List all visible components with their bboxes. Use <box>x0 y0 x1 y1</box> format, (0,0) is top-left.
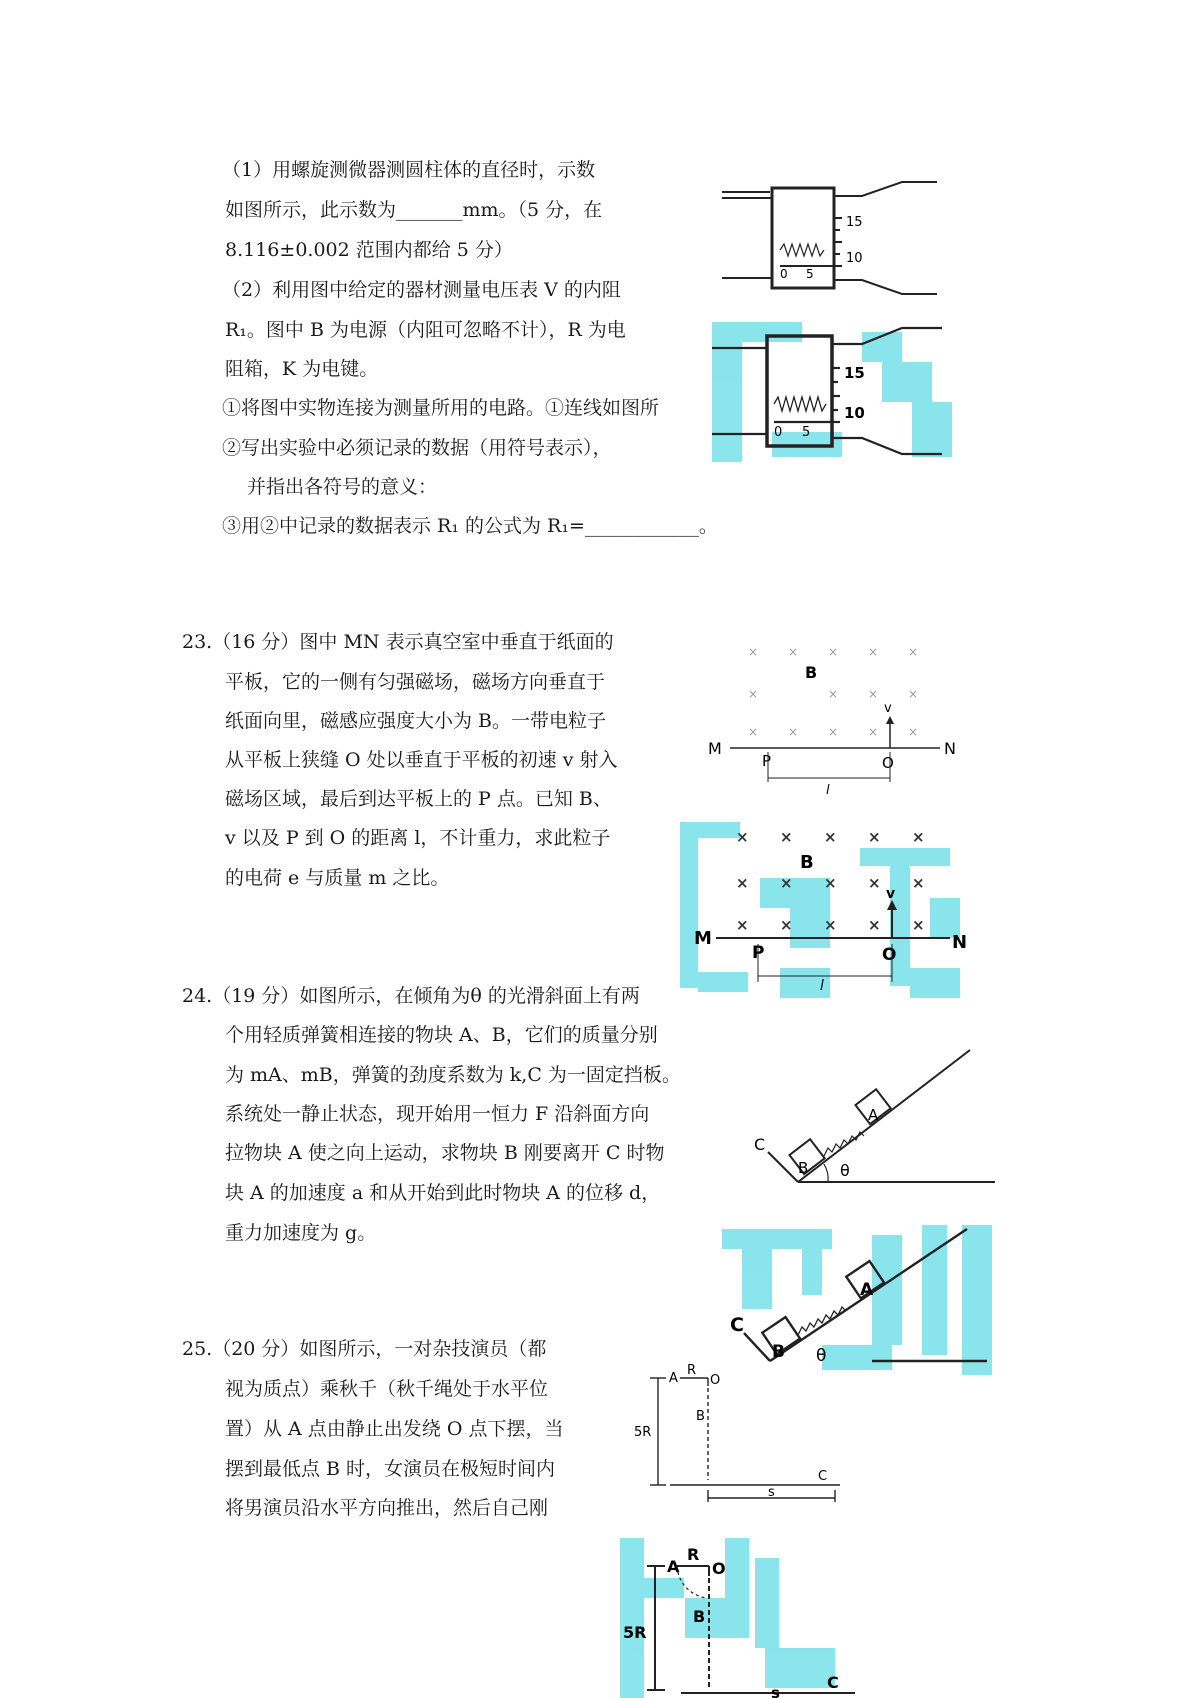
swing-large-label-5r: 5R <box>623 1623 647 1642</box>
micrometer-label-10: 10 <box>846 251 863 266</box>
svg-text:×: × <box>908 645 919 659</box>
plate-label-n: N <box>944 739 956 758</box>
velocity-label: v <box>884 701 892 716</box>
swing-label-r: R <box>687 1363 697 1378</box>
svg-text:×: × <box>912 916 925 934</box>
q22-line-8: ②写出实验中必须记录的数据（用符号表示）， <box>222 437 612 459</box>
swing-label-o: O <box>710 1373 721 1388</box>
q24-line-2: 个用轻质弹簧相连接的物块 A、B，它们的质量分别 <box>225 1024 658 1046</box>
svg-text:×: × <box>908 687 919 701</box>
micrometer-large-label-0: 0 <box>774 425 783 440</box>
q24-line-1: 24.（19 分）如图所示，在倾角为θ 的光滑斜面上有两 <box>182 985 640 1007</box>
q22-line-2: 如图所示，此示数为_______mm。（5 分，在 <box>225 199 603 221</box>
point-large-label-p: P <box>752 943 765 963</box>
q22-line-7: ①将图中实物连接为测量所用的电路。①连线如图所 <box>222 397 660 419</box>
svg-text:×: × <box>788 725 799 739</box>
swing-figure <box>630 1360 850 1510</box>
q23-line-2: 平板，它的一侧有匀强磁场，磁场方向垂直于 <box>225 671 606 693</box>
distance-large-label-l: l <box>820 978 824 994</box>
swing-large-label-s: s <box>771 1684 780 1698</box>
swing-large-label-a: A <box>667 1557 680 1576</box>
q25-line-5: 将男演员沿水平方向推出，然后自己刚 <box>225 1497 549 1519</box>
incline-figure <box>740 1040 1000 1190</box>
distance-label-l: l <box>826 783 830 798</box>
svg-text:×: × <box>780 874 793 892</box>
incline-figure-large <box>722 1225 1002 1375</box>
swing-label-b: B <box>696 1409 705 1424</box>
q24-line-6: 块 A 的加速度 a 和从开始到此时物块 A 的位移 d， <box>225 1182 661 1204</box>
incline-large-label-theta: θ <box>816 1346 827 1366</box>
svg-text:×: × <box>736 874 749 892</box>
micrometer-large-label-10: 10 <box>844 404 865 422</box>
swing-large-label-r: R <box>687 1545 700 1564</box>
micrometer-figure <box>722 178 952 298</box>
q22-line-6: 阻箱，K 为电键。 <box>225 358 379 380</box>
svg-text:×: × <box>868 916 881 934</box>
swing-figure-large <box>615 1538 865 1698</box>
swing-large-label-c: C <box>827 1673 839 1692</box>
svg-text:×: × <box>868 687 879 701</box>
svg-text:×: × <box>868 645 879 659</box>
swing-large-label-o: O <box>712 1559 726 1578</box>
q23-line-6: v 以及 P 到 O 的距离 l，不计重力，求此粒子 <box>225 827 611 849</box>
magnetic-field-figure-large <box>680 818 980 1008</box>
svg-text:×: × <box>824 916 837 934</box>
svg-text:×: × <box>868 725 879 739</box>
svg-text:×: × <box>824 874 837 892</box>
svg-text:×: × <box>828 687 839 701</box>
q23-line-4: 从平板上狭缝 O 处以垂直于平板的初速 v 射入 <box>225 749 618 771</box>
q23-line-5: 磁场区域，最后到达平板上的 P 点。已知 B、 <box>225 788 612 810</box>
swing-large-label-b: B <box>693 1607 706 1626</box>
q24-line-5: 拉物块 A 使之向上运动，求物块 B 刚要离开 C 时物 <box>225 1142 665 1164</box>
svg-text:×: × <box>780 828 793 846</box>
q22-line-5: R₁。图中 B 为电源（内阻可忽略不计），R 为电 <box>225 319 626 341</box>
svg-text:×: × <box>824 828 837 846</box>
q23-line-3: 纸面向里，磁感应强度大小为 B。一带电粒子 <box>225 710 607 732</box>
plate-large-label-m: M <box>694 928 712 949</box>
slit-label-o: O <box>882 754 894 772</box>
svg-text:×: × <box>868 874 881 892</box>
q23-line-7: 的电荷 e 与质量 m 之比。 <box>225 867 450 889</box>
q22-line-10: ③用②中记录的数据表示 R₁ 的公式为 R₁=____________。 <box>222 515 718 537</box>
incline-label-a: A <box>868 1106 879 1124</box>
svg-text:×: × <box>788 645 799 659</box>
q22-line-1: （1）用螺旋测微器测圆柱体的直径时，示数 <box>222 159 596 181</box>
incline-label-b: B <box>798 1159 809 1177</box>
q24-line-4: 系统处一静止状态，现开始用一恒力 F 沿斜面方向 <box>225 1103 650 1125</box>
svg-text:×: × <box>828 725 839 739</box>
q22-line-3: 8.116±0.002 范围内都给 5 分） <box>225 239 513 261</box>
slit-large-label-o: O <box>882 945 897 965</box>
svg-text:×: × <box>736 916 749 934</box>
micrometer-label-0: 0 <box>780 267 788 281</box>
field-label-b: B <box>805 663 818 682</box>
swing-label-s: s <box>768 1485 775 1500</box>
plate-large-label-n: N <box>952 932 968 953</box>
micrometer-label-5: 5 <box>806 267 814 281</box>
svg-text:×: × <box>908 725 919 739</box>
q25-line-3: 置）从 A 点由静止出发绕 O 点下摆，当 <box>225 1418 564 1440</box>
svg-text:×: × <box>912 828 925 846</box>
incline-label-theta: θ <box>840 1161 850 1180</box>
incline-large-label-b: B <box>772 1342 785 1362</box>
micrometer-large-label-5: 5 <box>802 425 811 440</box>
swing-label-5r: 5R <box>634 1425 652 1440</box>
micrometer-figure-large <box>712 322 957 462</box>
q22-line-4: （2）利用图中给定的器材测量电压表 V 的内阻 <box>222 279 621 301</box>
velocity-large-label: v <box>886 886 896 902</box>
q23-line-1: 23.（16 分）图中 MN 表示真空室中垂直于纸面的 <box>182 631 614 653</box>
svg-text:×: × <box>912 874 925 892</box>
q25-line-1: 25.（20 分）如图所示，一对杂技演员（都 <box>182 1338 547 1360</box>
q24-line-7: 重力加速度为 g。 <box>225 1222 377 1244</box>
svg-text:×: × <box>748 645 759 659</box>
q25-line-4: 摆到最低点 B 时，女演员在极短时间内 <box>225 1458 556 1480</box>
point-label-p: P <box>762 752 772 770</box>
incline-large-label-c: C <box>730 1314 744 1336</box>
q25-line-2: 视为质点）乘秋千（秋千绳处于水平位 <box>225 1378 549 1400</box>
svg-text:×: × <box>780 916 793 934</box>
swing-label-c: C <box>818 1469 828 1484</box>
svg-text:×: × <box>748 687 759 701</box>
swing-label-a: A <box>669 1371 678 1386</box>
field-large-label-b: B <box>800 852 814 873</box>
svg-text:×: × <box>828 645 839 659</box>
magnetic-field-figure <box>700 640 970 800</box>
q24-line-3: 为 mA、mB，弹簧的劲度系数为 k,C 为一固定挡板。 <box>225 1064 681 1086</box>
svg-text:×: × <box>736 828 749 846</box>
plate-label-m: M <box>708 739 722 758</box>
micrometer-label-15: 15 <box>846 215 863 230</box>
micrometer-large-label-15: 15 <box>844 364 865 382</box>
q22-line-9: 并指出各符号的意义： <box>247 476 438 498</box>
svg-text:×: × <box>868 828 881 846</box>
svg-text:×: × <box>748 725 759 739</box>
incline-label-c: C <box>754 1135 766 1154</box>
incline-large-label-a: A <box>860 1280 874 1300</box>
